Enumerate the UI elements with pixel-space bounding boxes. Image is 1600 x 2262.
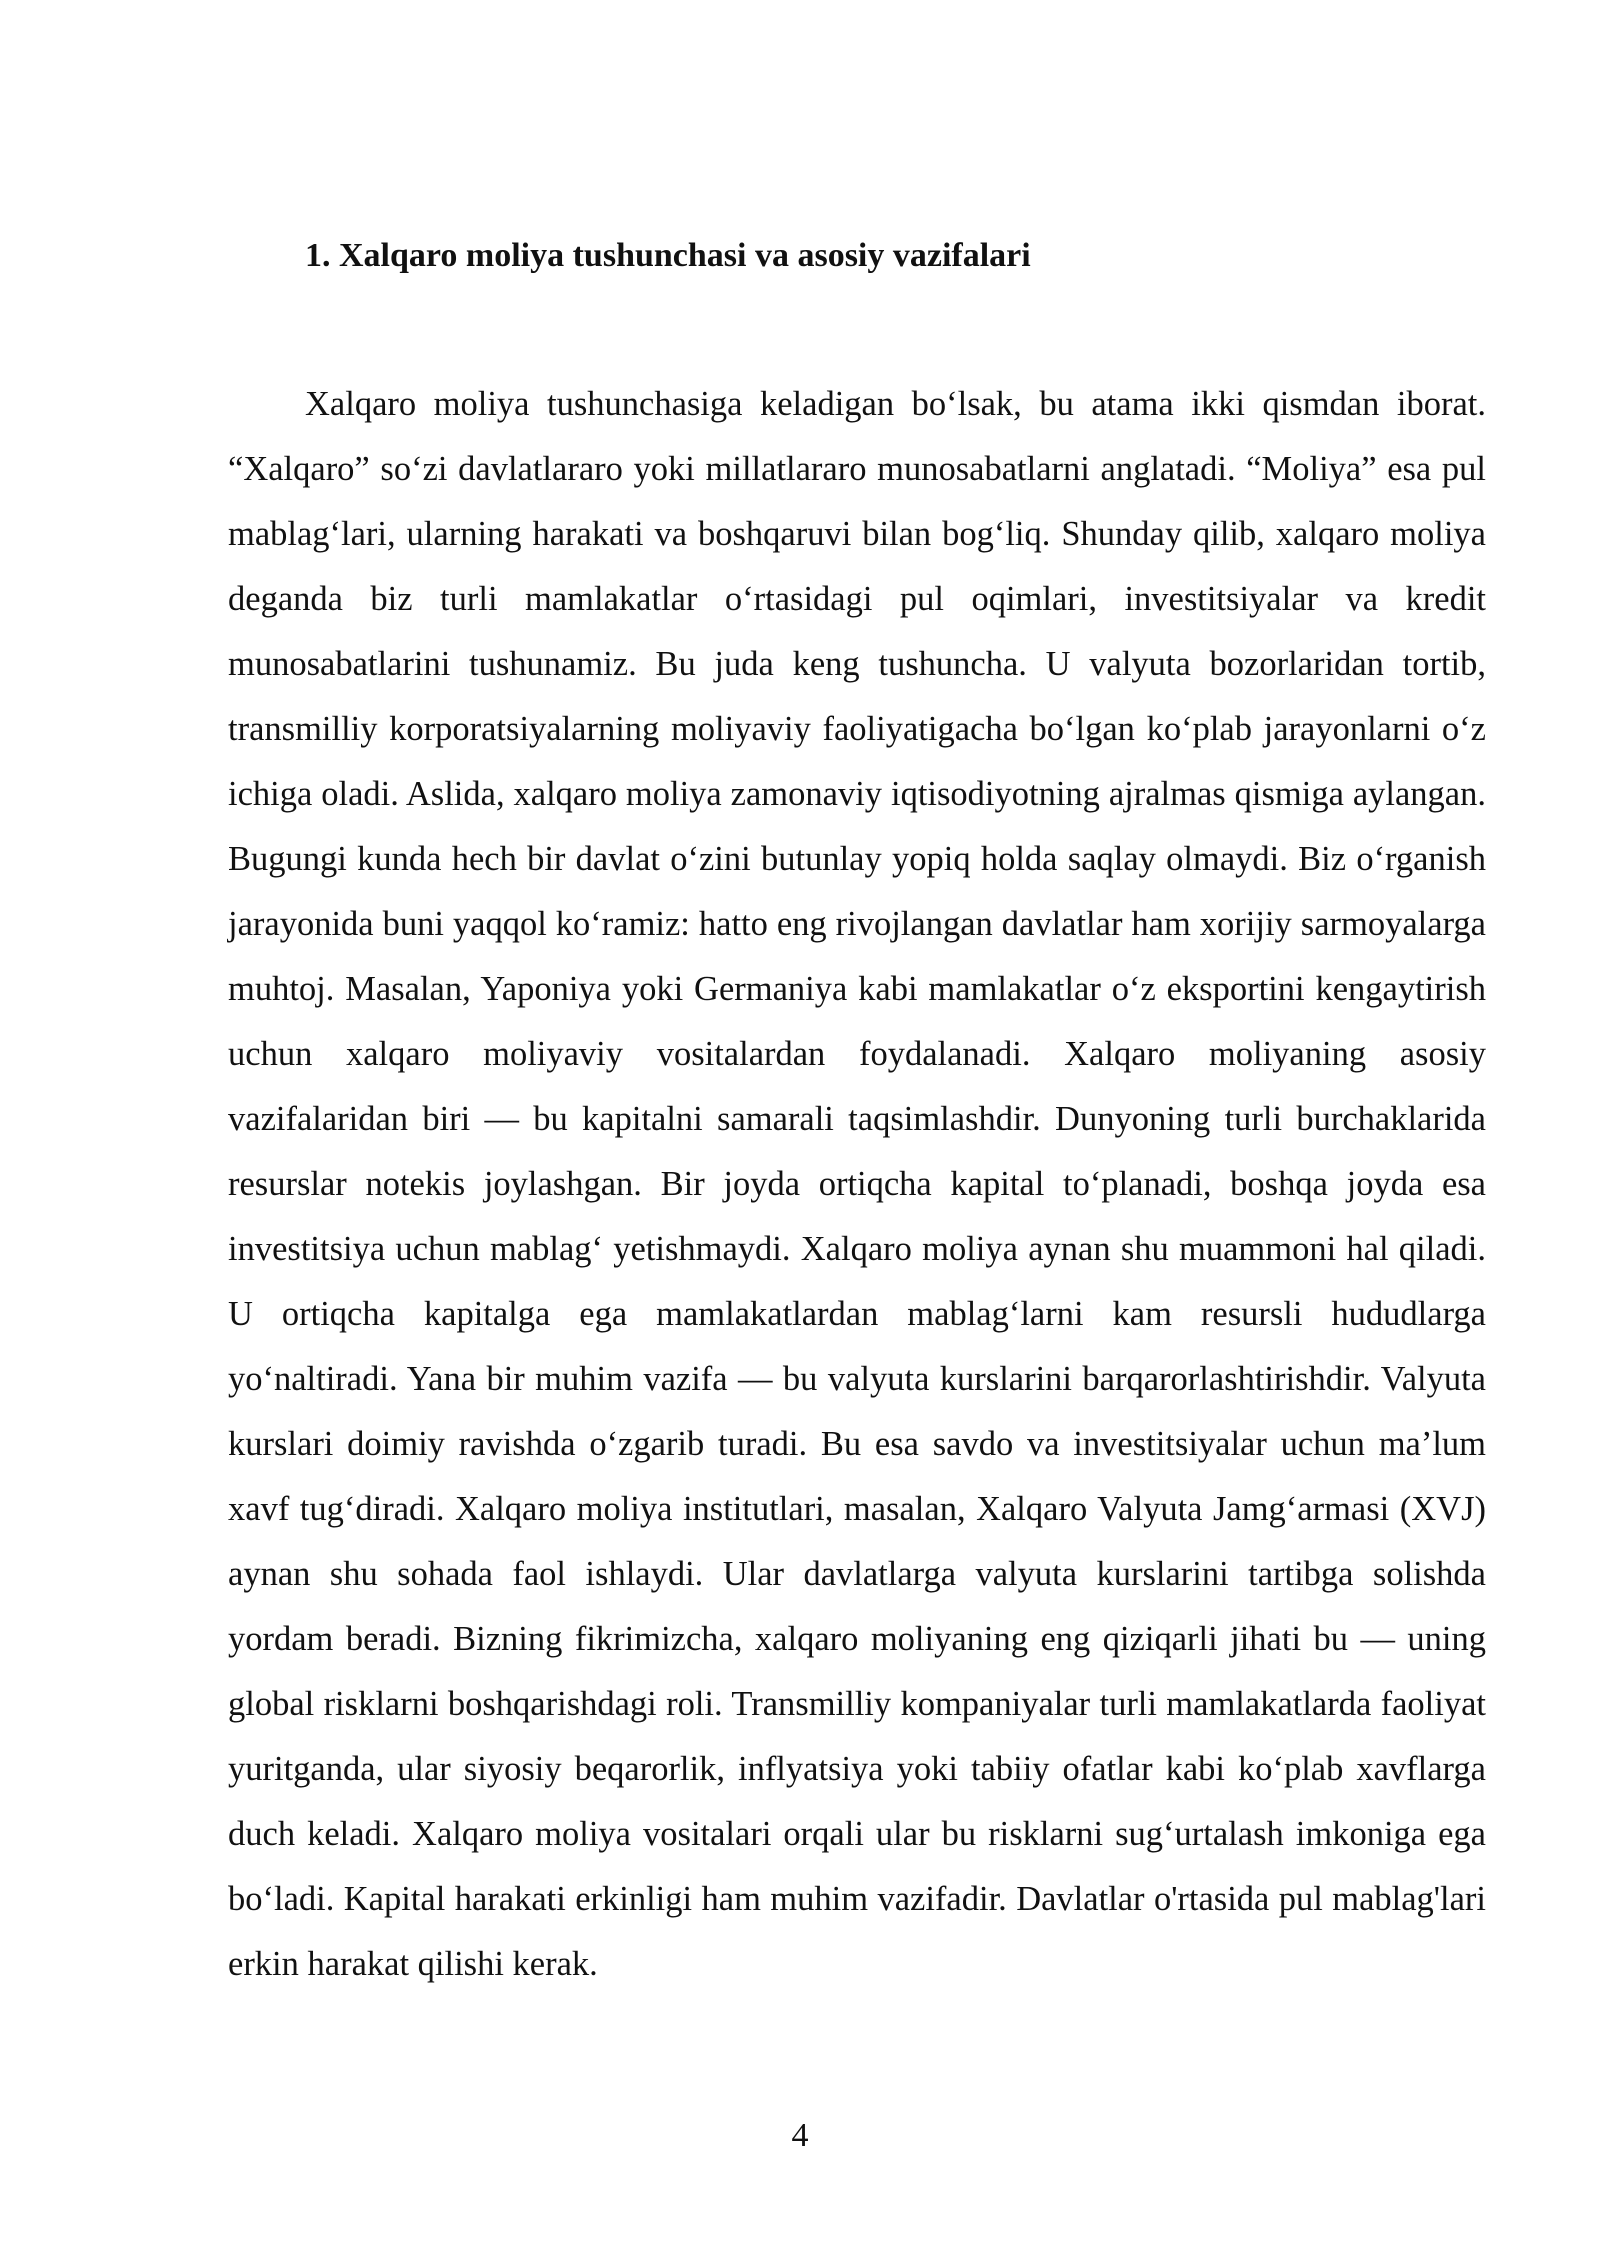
body-paragraph: Xalqaro moliya tushunchasiga keladigan bo‘lsak, bu atama ikki qismdan iborat. “Xalqaro” so‘zi davlatlararo yoki millatlararo munosabatlarni anglatadi. “Moliya” esa pul mablag‘lari, ularning harakati va boshqaruvi bilan bog‘liq. Shunday qilib, xalqaro moliya deganda biz turli mamlakatlar o‘rtasidagi pul oqimlari, investitsiyalar va kredit munosabatlarini tushunamiz. Bu juda keng tushuncha. U valyuta bozorlaridan tortib, transmilliy korporatsiyalarning moliyaviy faoliyatigacha bo‘lgan ko‘plab jarayonlarni o‘z ichiga oladi. Aslida, xalqaro moliya zamonaviy iqtisodiyotning ajralmas qismiga aylangan. Bugungi kunda hech bir davlat o‘zini butunlay yopiq holda saqlay olmaydi. Biz o‘rganish jarayonida buni yaqqol ko‘ramiz: hatto eng rivojlangan davlatlar ham xorijiy sarmoyalarga muhtoj. Masalan, Yaponiya yoki Germaniya kabi mamlakatlar o‘z eksportini kengaytirish uchun xalqaro moliyaviy vositalardan foydalanadi. Xalqaro moliyaning asosiy vazifalaridan biri — bu kapitalni samarali taqsimlashdir. Dunyoning turli burchaklarida resurslar notekis joylashgan. Bir joyda ortiqcha kapital to‘planadi, boshqa joyda esa investitsiya uchun mablag‘ yetishmaydi. Xalqaro moliya aynan shu muammoni hal qiladi. U ortiqcha kapitalga ega mamlakatlardan mablag‘larni kam resursli hududlarga yo‘naltiradi. Yana bir muhim vazifa — bu valyuta kurslarini barqarorlashtirishdir. Valyuta kurslari doimiy ravishda o‘zgarib turadi. Bu esa savdo va investitsiyalar uchun ma’lum xavf tug‘diradi. Xalqaro moliya institutlari, masalan, Xalqaro Valyuta Jamg‘armasi (XVJ) aynan shu sohada faol ishlaydi. Ular davlatlarga valyuta kurslarini tartibga solishda yordam beradi. Bizning fikrimizcha, xalqaro moliyaning eng qiziqarli jihati bu — uning global risklarni boshqarishdagi roli. Transmilliy kompaniyalar turli mamlakatlarda faoliyat yuritganda, ular siyosiy beqarorlik, inflyatsiya yoki tabiiy ofatlar kabi ko‘plab xavflarga duch keladi. Xalqaro moliya vositalari orqali ular bu risklarni sug‘urtalash imkoniga ega bo‘ladi. Kapital harakati erkinligi ham muhim vazifadir. Davlatlar o'rtasida pul mablag'lari erkin harakat qilishi kerak. — [228, 385, 1486, 1983]
section-heading: 1. Xalqaro moliya tushunchasi va asosiy vazifalari — [305, 237, 1031, 274]
page-number: 4 — [791, 2117, 809, 2154]
